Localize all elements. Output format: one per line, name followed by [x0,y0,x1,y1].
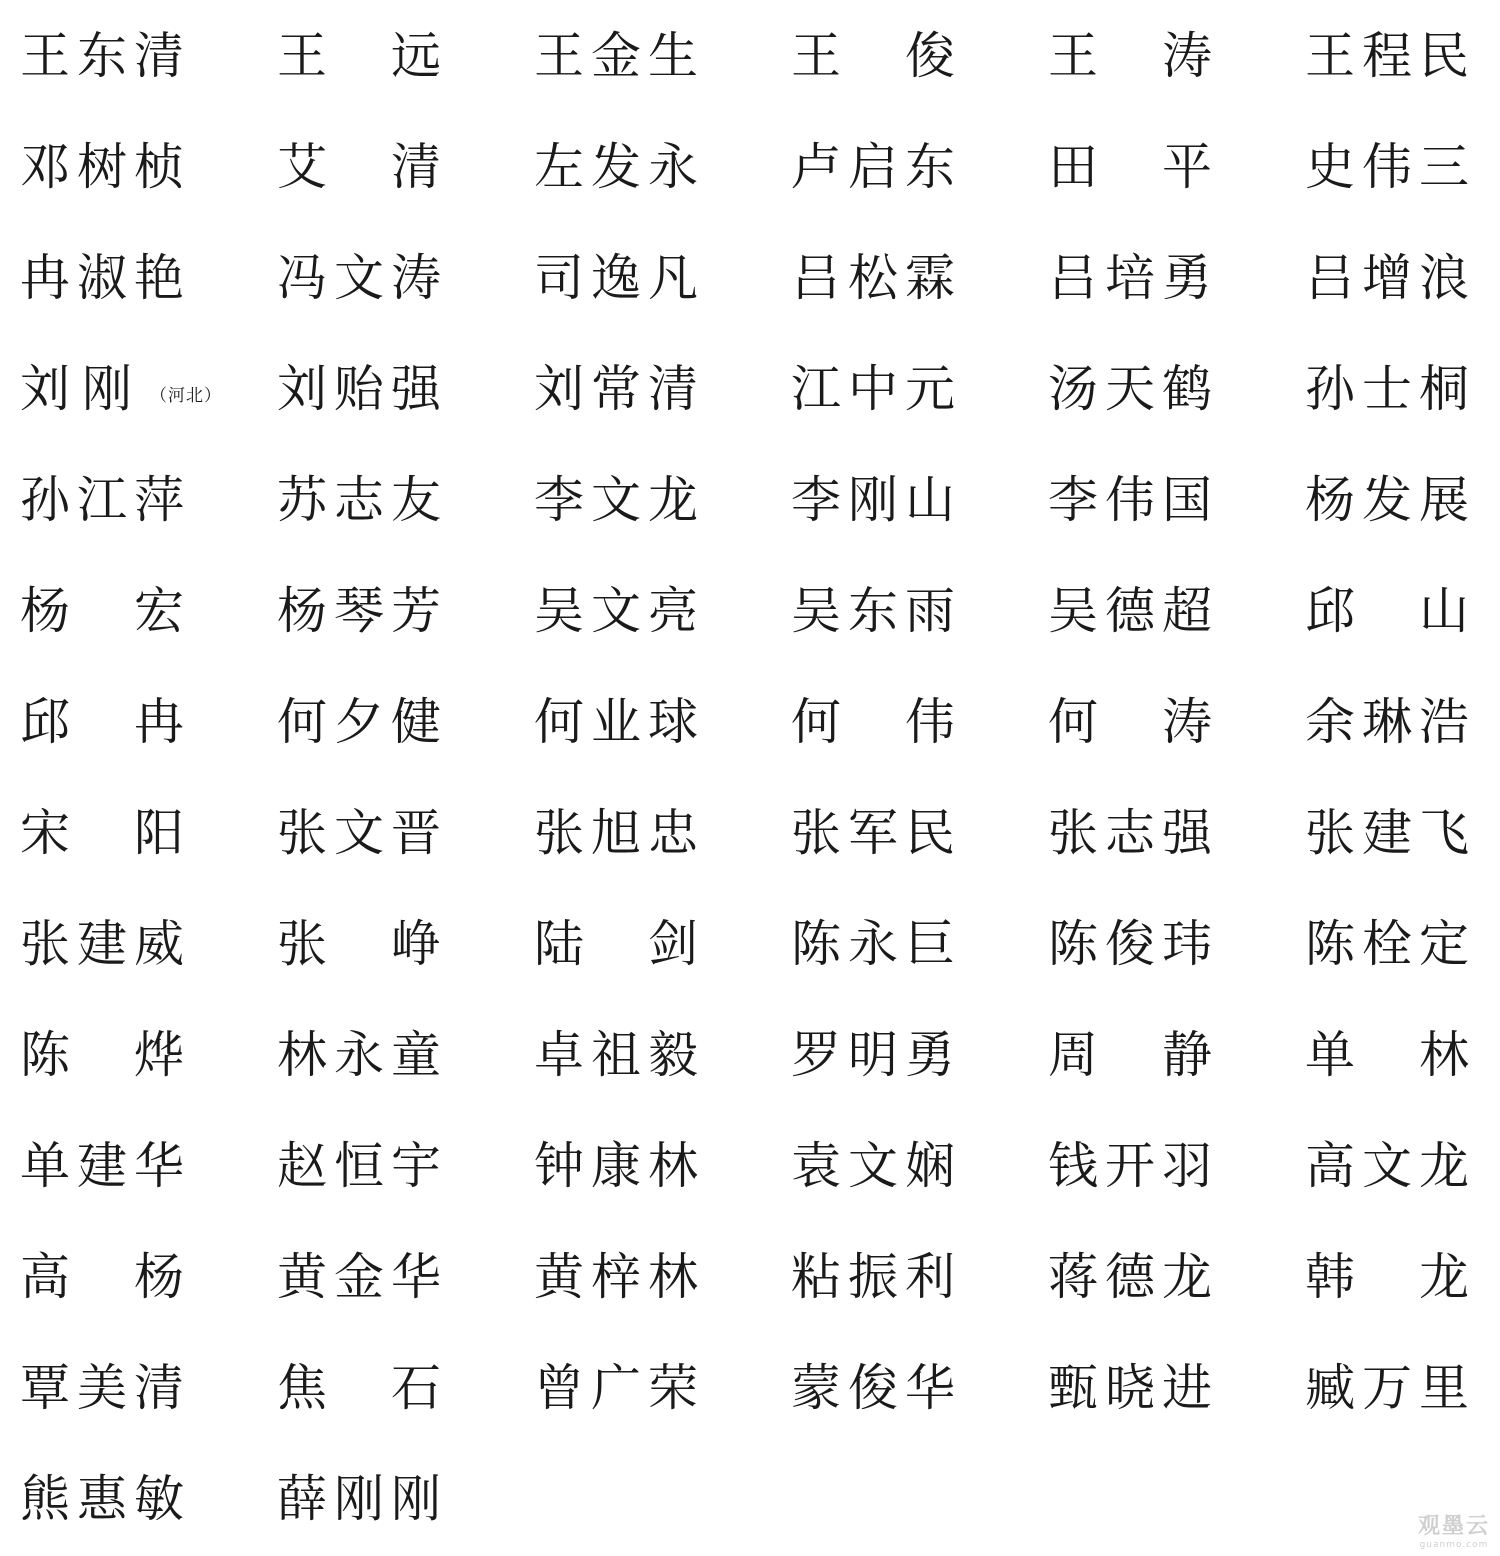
name-entry [277,1443,441,1554]
name-text: 何 伟 [791,692,955,751]
name-entry [1305,1332,1469,1443]
name-entry [534,1110,698,1221]
name-text: 孙 士 桐 [1305,359,1469,418]
name-text: 刘 常 清 [534,359,698,418]
name-text: 陈 俊 玮 [1048,914,1212,973]
name-entry [534,333,698,444]
name-entry [534,0,698,111]
name-entry [534,1221,698,1332]
name-entry [791,222,955,333]
name-entry [1305,0,1469,111]
name-entry [1305,333,1469,444]
name-entry [791,333,955,444]
name-text: 吕 松 霖 [791,248,955,307]
name-entry [20,111,184,222]
name-entry [534,999,698,1110]
name-entry [1305,555,1469,666]
watermark-logo [1418,1509,1490,1550]
name-entry [20,222,184,333]
name-text: 刘刚 [20,359,144,418]
name-text: 刘 贻 强 [277,359,441,418]
name-entry [1305,1110,1469,1221]
name-entry [277,222,441,333]
name-text: 吕 培 勇 [1048,248,1212,307]
name-entry [1305,666,1469,777]
name-text: 李 文 龙 [534,470,698,529]
name-text: 林 永 童 [277,1025,441,1084]
name-entry [20,333,222,444]
name-text: 杨 琴 芳 [277,581,441,640]
name-entry [1048,777,1212,888]
name-entry [1048,333,1212,444]
name-text: 李 伟 国 [1048,470,1212,529]
name-entry [1048,1332,1212,1443]
name-text: 张 旭 忠 [534,803,698,862]
name-text: 左 发 永 [534,137,698,196]
name-entry [20,1221,184,1332]
name-text: 杨 发 展 [1305,470,1469,529]
name-text: 史 伟 三 [1305,137,1469,196]
name-entry [1048,0,1212,111]
name-entry [1305,888,1469,999]
name-entry [277,1221,441,1332]
name-text: 杨 宏 [20,581,184,640]
name-text: 王 远 [277,26,441,85]
name-entry [534,888,698,999]
name-entry [20,777,184,888]
name-text: 何 业 球 [534,692,698,751]
name-text: 张 峥 [277,914,441,973]
watermark-subtext: guanmo.com [1419,1540,1489,1550]
name-entry [277,444,441,555]
name-text: 曾 广 荣 [534,1358,698,1417]
name-note: （河北） [150,386,222,406]
name-text: 单 林 [1305,1025,1469,1084]
name-entry [791,888,955,999]
name-entry [791,1221,955,1332]
name-text: 冯 文 涛 [277,248,441,307]
name-text: 王 俊 [791,26,955,85]
name-list-grid [20,0,1480,1554]
name-text: 赵 恒 宇 [277,1136,441,1195]
name-text: 黄 梓 林 [534,1247,698,1306]
name-entry [1048,1221,1212,1332]
name-text: 覃 美 清 [20,1358,184,1417]
name-text: 单 建 华 [20,1136,184,1195]
name-text: 张 文 晋 [277,803,441,862]
name-text: 蒋 德 龙 [1048,1247,1212,1306]
name-entry [1305,999,1469,1110]
name-text: 王 东 清 [20,26,184,85]
name-entry [1305,777,1469,888]
name-text: 吴 文 亮 [534,581,698,640]
name-entry [791,777,955,888]
name-text: 卢 启 东 [791,137,955,196]
name-text: 吴 东 雨 [791,581,955,640]
name-entry [1048,222,1212,333]
name-entry [1048,666,1212,777]
name-entry [791,0,955,111]
name-entry [534,111,698,222]
name-entry [20,1443,184,1554]
name-entry [20,444,184,555]
name-entry [1048,888,1212,999]
name-entry [1048,999,1212,1110]
name-text: 吕 增 浪 [1305,248,1469,307]
name-entry [277,555,441,666]
name-text: 张 建 飞 [1305,803,1469,862]
name-entry [277,666,441,777]
name-text: 陈 栓 定 [1305,914,1469,973]
name-text: 陈 永 巨 [791,914,955,973]
name-entry [1048,555,1212,666]
name-entry [791,666,955,777]
name-entry [534,666,698,777]
name-text: 冉 淑 艳 [20,248,184,307]
name-entry [1048,444,1212,555]
name-entry [277,111,441,222]
name-entry [277,1332,441,1443]
name-text: 钱 开 羽 [1048,1136,1212,1195]
name-entry [277,888,441,999]
name-text: 邱 山 [1305,581,1469,640]
name-text: 陆 剑 [534,914,698,973]
name-entry [791,1110,955,1221]
name-entry [791,444,955,555]
name-text: 周 静 [1048,1025,1212,1084]
name-text: 甄 晓 进 [1048,1358,1212,1417]
name-entry [20,888,184,999]
name-text: 卓 祖 毅 [534,1025,698,1084]
name-text: 蒙 俊 华 [791,1358,955,1417]
name-text: 吴 德 超 [1048,581,1212,640]
name-text: 焦 石 [277,1358,441,1417]
name-entry [791,999,955,1110]
name-text: 宋 阳 [20,803,184,862]
name-entry [534,1332,698,1443]
name-text: 高 文 龙 [1305,1136,1469,1195]
name-entry [791,111,955,222]
name-entry [534,777,698,888]
name-entry [1305,1221,1469,1332]
name-text: 臧 万 里 [1305,1358,1469,1417]
name-entry [277,777,441,888]
name-text: 黄 金 华 [277,1247,441,1306]
name-entry [277,0,441,111]
name-text: 余 琳 浩 [1305,692,1469,751]
name-entry [277,1110,441,1221]
name-entry [20,1110,184,1221]
name-text: 汤 天 鹤 [1048,359,1212,418]
name-entry [534,444,698,555]
name-entry [1305,444,1469,555]
name-text: 韩 龙 [1305,1247,1469,1306]
name-text: 田 平 [1048,137,1212,196]
name-text: 王 程 民 [1305,26,1469,85]
name-text: 罗 明 勇 [791,1025,955,1084]
name-text: 李 刚 山 [791,470,955,529]
name-entry [20,0,184,111]
name-text: 粘 振 利 [791,1247,955,1306]
watermark-text: 观墨云 [1417,1514,1490,1539]
name-entry [277,999,441,1110]
name-entry [791,1332,955,1443]
name-text: 袁 文 娴 [791,1136,955,1195]
name-text: 艾 清 [277,137,441,196]
name-text: 苏 志 友 [277,470,441,529]
name-text: 邓 树 桢 [20,137,184,196]
name-entry [1305,222,1469,333]
name-entry [1048,1110,1212,1221]
name-entry [277,333,441,444]
name-entry [1305,111,1469,222]
name-text: 何 涛 [1048,692,1212,751]
name-entry [534,222,698,333]
name-text: 孙 江 萍 [20,470,184,529]
name-entry [791,555,955,666]
name-text: 司 逸 凡 [534,248,698,307]
name-entry [20,999,184,1110]
name-entry [20,555,184,666]
name-text: 张 建 威 [20,914,184,973]
name-text: 熊 惠 敏 [20,1469,184,1528]
name-text: 张 军 民 [791,803,955,862]
name-entry [534,555,698,666]
name-entry [20,666,184,777]
name-text: 邱 冉 [20,692,184,751]
name-text: 江 中 元 [791,359,955,418]
name-text: 王 涛 [1048,26,1212,85]
name-text: 张 志 强 [1048,803,1212,862]
name-text: 薛 刚 刚 [277,1469,441,1528]
name-text: 王 金 生 [534,26,698,85]
name-text: 高 杨 [20,1247,184,1306]
name-entry [20,1332,184,1443]
name-text: 何 夕 健 [277,692,441,751]
name-text: 陈 烨 [20,1025,184,1084]
name-entry [1048,111,1212,222]
name-text: 钟 康 林 [534,1136,698,1195]
